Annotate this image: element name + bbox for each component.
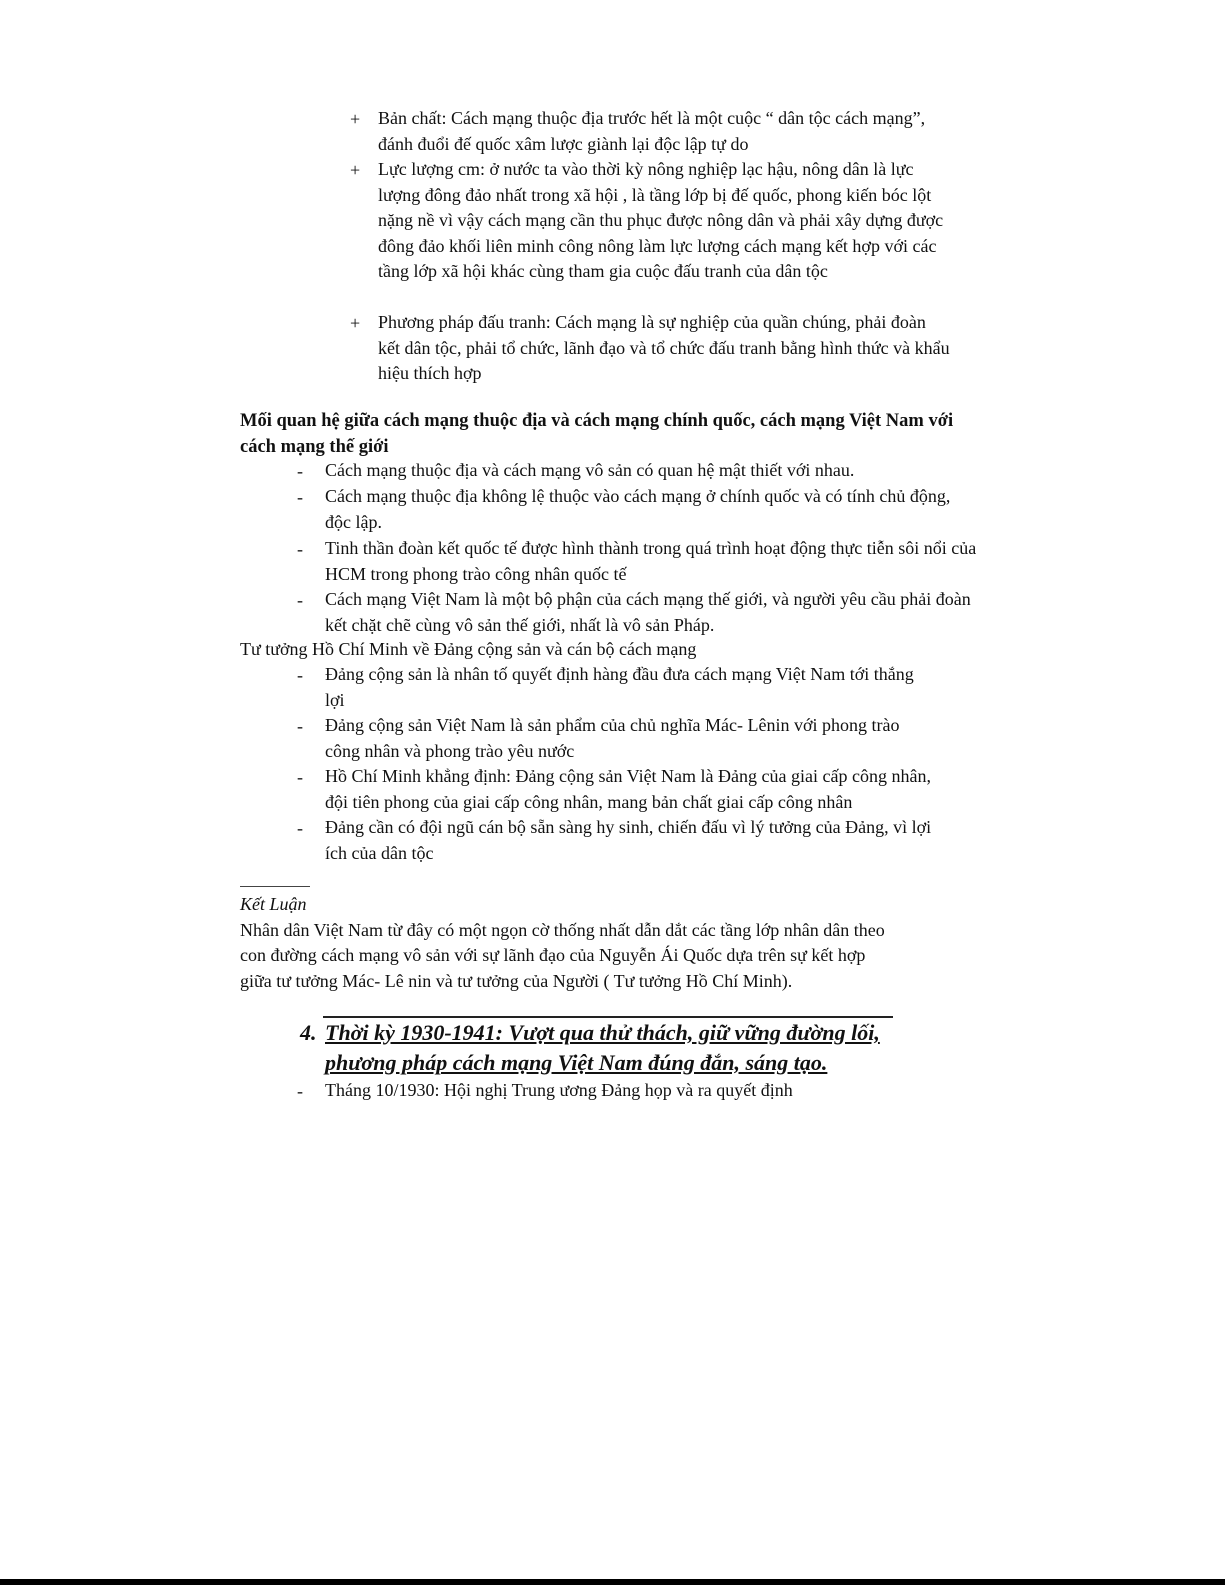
list-item-text: Hồ Chí Minh khẳng định: Đảng cộng sản Việt Nam là Đảng của giai cấp công nhân, đội tiên phong của giai cấp công nhân, mang bản chất giai cấp công nhân [325, 766, 931, 812]
plus-bullet: + [350, 109, 361, 129]
conclusion-heading: Kết Luận [240, 894, 307, 914]
list-item-text: Tinh thần đoàn kết quốc tế được hình thành trong quá trình hoạt động thực tiễn sôi nổi của HCM trong phong trào công nhân quốc tế [325, 538, 977, 584]
dash-bullet: - [297, 818, 303, 838]
list-item-text: Phương pháp đấu tranh: Cách mạng là sự nghiệp của quần chúng, phải đoàn kết dân tộc, phải tổ chức, lãnh đạo và tổ chức đấu tranh bằng hình thức và khẩu hiệu thích hợp [378, 312, 950, 383]
list-item [297, 587, 977, 638]
section-heading: Mối quan hệ giữa cách mạng thuộc địa và cách mạng chính quốc, cách mạng Việt Nam với cách mạng thế giới [240, 411, 954, 457]
list-item [297, 484, 977, 535]
dash-bullet: - [297, 1081, 303, 1101]
list-item-text: Đảng cộng sản Việt Nam là sản phẩm của chủ nghĩa Mác- Lênin với phong trào công nhân và phong trào yêu nước [325, 715, 900, 761]
paragraph-line: con đường cách mạng vô sản với sự lãnh đạo của Nguyễn Ái Quốc dựa trên sự kết hợp [240, 945, 866, 965]
list-item [297, 713, 937, 764]
list-item [350, 157, 950, 285]
dash-bullet: - [297, 590, 303, 610]
list-item [297, 815, 957, 866]
section-title-line: Thời kỳ 1930-1941: Vượt qua thử thách, giữ vững đường lối, [325, 1020, 880, 1045]
list-item [350, 106, 950, 157]
list-item [297, 536, 977, 587]
list-item [297, 764, 957, 815]
list-item-text: Cách mạng Việt Nam là một bộ phận của cách mạng thế giới, và người yêu cầu phải đoàn kết chặt chẽ cùng vô sản thế giới, nhất là vô sản Pháp. [325, 589, 971, 635]
list-item [350, 310, 950, 387]
list-item-text: Đảng cần có đội ngũ cán bộ sẵn sàng hy sinh, chiến đấu vì lý tưởng của Đảng, vì lợi ích của dân tộc [325, 817, 932, 863]
dash-bullet: - [297, 539, 303, 559]
section-heading: Tư tưởng Hồ Chí Minh về Đảng cộng sản và cán bộ cách mạng [240, 639, 697, 659]
page-bottom-border [0, 1579, 1225, 1585]
dash-bullet: - [297, 487, 303, 507]
dash-bullet: - [297, 716, 303, 736]
list-item-text: Lực lượng cm: ở nước ta vào thời kỳ nông nghiệp lạc hậu, nông dân là lực lượng đông đảo nhất trong xã hội , là tầng lớp bị đế quốc, phong kiến bóc lột nặng nề vì vậy cách mạng cần thu phục được nông dân và phải xây dựng được đông đảo khối liên minh công nông làm lực lượng cách mạng kết hợp với các tầng lớp xã hội khác cùng tham gia cuộc đấu tranh của dân tộc [378, 159, 944, 281]
plus-bullet: + [350, 313, 361, 333]
section-number: 4. [300, 1020, 317, 1045]
plus-bullet: + [350, 160, 361, 180]
list-item [297, 458, 977, 484]
paragraph-line: giữa tư tưởng Mác- Lê nin và tư tưởng của Người ( Tư tưởng Hồ Chí Minh). [240, 971, 793, 991]
dash-bullet: - [297, 767, 303, 787]
divider [240, 886, 310, 887]
list-item-text: Cách mạng thuộc địa và cách mạng vô sản có quan hệ mật thiết với nhau. [325, 460, 855, 480]
section-title-line: phương pháp cách mạng Việt Nam đúng đắn, sáng tạo. [325, 1050, 828, 1075]
list-item-text: Đảng cộng sản là nhân tố quyết định hàng đầu đưa cách mạng Việt Nam tới thắng lợi [325, 664, 914, 710]
list-item [297, 662, 937, 713]
list-item-text: Tháng 10/1930: Hội nghị Trung ương Đảng họp và ra quyết định [325, 1080, 793, 1100]
list-item-text: Cách mạng thuộc địa không lệ thuộc vào cách mạng ở chính quốc và có tính chủ động, độc lập. [325, 486, 951, 532]
section-4-heading [300, 1018, 940, 1078]
list-item-text: Bản chất: Cách mạng thuộc địa trước hết là một cuộc “ dân tộc cách mạng”, đánh đuổi đế quốc xâm lược giành lại độc lập tự do [378, 108, 926, 154]
dash-bullet: - [297, 665, 303, 685]
paragraph-line: Nhân dân Việt Nam từ đây có một ngọn cờ thống nhất dẫn dắt các tầng lớp nhân dân theo [240, 920, 885, 940]
list-item [297, 1078, 937, 1104]
dash-bullet: - [297, 461, 303, 481]
